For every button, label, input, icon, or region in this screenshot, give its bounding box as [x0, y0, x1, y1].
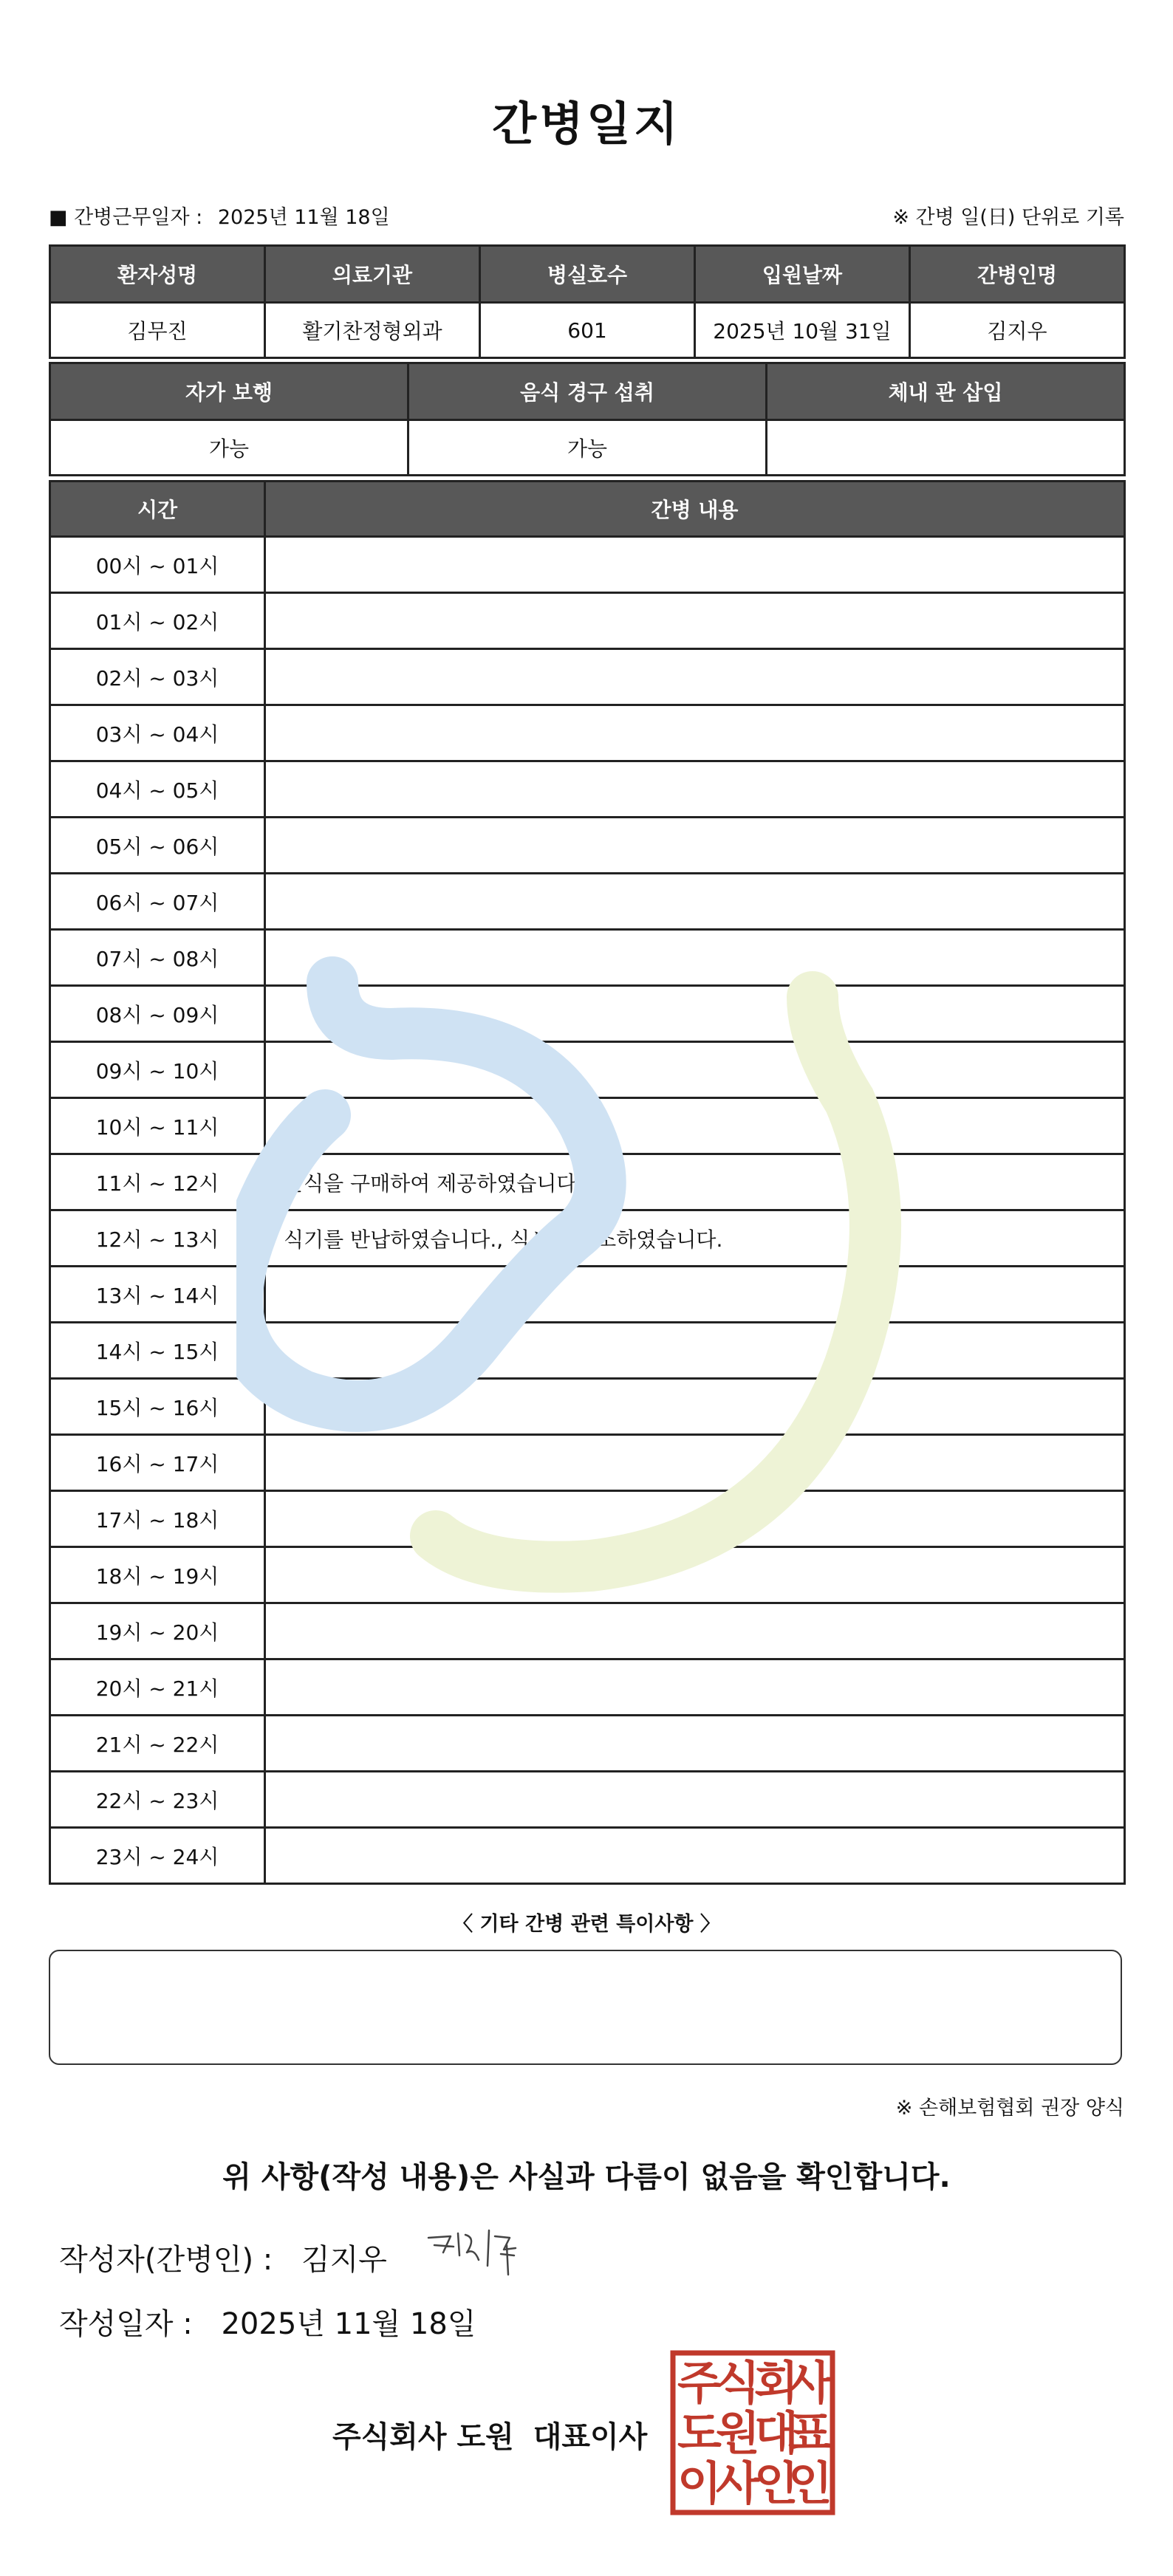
admission-date: 2025년 10월 31일 [695, 303, 910, 358]
care-note [265, 1098, 1125, 1154]
care-note [265, 1772, 1125, 1828]
time-slot: 04시 ~ 05시 [50, 761, 265, 818]
time-slot: 09시 ~ 10시 [50, 1042, 265, 1098]
header-hospital: 의료기관 [265, 246, 480, 303]
time-slot: 03시 ~ 04시 [50, 705, 265, 761]
time-slot: 16시 ~ 17시 [50, 1435, 265, 1491]
table-row [50, 986, 1125, 1042]
table-row [50, 1828, 1125, 1884]
table-row [50, 1547, 1125, 1603]
table-row [50, 1603, 1125, 1659]
remarks-text [50, 1951, 1121, 1981]
hospital-name: 활기찬정형외과 [265, 303, 480, 358]
time-slot: 18시 ~ 19시 [50, 1547, 265, 1603]
written-date-row [59, 2301, 476, 2343]
table-row [50, 1098, 1125, 1154]
table-row [50, 1716, 1125, 1772]
time-slot: 08시 ~ 09시 [50, 986, 265, 1042]
table-row [50, 874, 1125, 930]
svg-text:회: 회 [754, 2356, 798, 2410]
time-slot: 17시 ~ 18시 [50, 1491, 265, 1547]
confirmation-statement: 위 사항(작성 내용)은 사실과 다름이 없음을 확인합니다. [222, 2160, 951, 2194]
svg-text:인: 인 [788, 2456, 832, 2510]
company-name: 주식회사 도원 [332, 2420, 514, 2454]
time-slot: 01시 ~ 02시 [50, 593, 265, 649]
company-seal-stamp [668, 2349, 837, 2517]
document-title: 간병일지 [492, 97, 681, 151]
header-patient-name: 환자성명 [50, 246, 265, 303]
writer-row [59, 2236, 387, 2278]
unit-note: ※ 간병 일(日) 단위로 기록 [892, 206, 1124, 229]
care-note [265, 1828, 1125, 1884]
care-note: 식기를 반납하였습니다., 식사를 보조하였습니다. [265, 1210, 1125, 1267]
time-slot: 14시 ~ 15시 [50, 1323, 265, 1379]
time-slot: 20시 ~ 21시 [50, 1659, 265, 1716]
header-admission-date: 입원날짜 [695, 246, 910, 303]
header-tube: 체내 관 삽입 [767, 363, 1125, 420]
svg-text:주: 주 [677, 2356, 722, 2410]
time-slot: 12시 ~ 13시 [50, 1210, 265, 1267]
svg-text:인: 인 [754, 2456, 798, 2510]
care-note [265, 761, 1125, 818]
oral-intake-status: 가능 [408, 420, 767, 476]
tube-status [767, 420, 1125, 476]
company-signoff [332, 2414, 647, 2456]
header-care-content: 간병 내용 [265, 482, 1125, 537]
table-row [50, 1379, 1125, 1435]
time-slot: 11시 ~ 12시 [50, 1154, 265, 1210]
table-row [50, 1042, 1125, 1098]
work-date-value: 2025년 11월 18일 [217, 206, 390, 229]
table-row [50, 1491, 1125, 1547]
svg-text:도: 도 [677, 2406, 722, 2460]
handwritten-signature [421, 2223, 524, 2282]
care-note [265, 537, 1125, 593]
written-date-label: 작성일자 : [59, 2307, 193, 2341]
patient-info-table [49, 244, 1126, 359]
svg-text:사: 사 [788, 2356, 832, 2410]
table-row [50, 1659, 1125, 1716]
time-slot: 21시 ~ 22시 [50, 1716, 265, 1772]
care-note [265, 1603, 1125, 1659]
writer-label: 작성자(간병인) : [59, 2243, 273, 2277]
table-row [50, 1772, 1125, 1828]
svg-text:표: 표 [788, 2406, 832, 2460]
time-slot: 19시 ~ 20시 [50, 1603, 265, 1659]
care-note [265, 1547, 1125, 1603]
room-number: 601 [480, 303, 695, 358]
writer-name: 김지우 [301, 2243, 387, 2277]
patient-name: 김무진 [50, 303, 265, 358]
representative-title: 대표이사 [533, 2420, 648, 2454]
work-date [49, 201, 390, 230]
header-walking: 자가 보행 [50, 363, 408, 420]
care-note [265, 1042, 1125, 1098]
svg-text:이: 이 [677, 2456, 722, 2510]
time-slot: 07시 ~ 08시 [50, 930, 265, 986]
walking-status: 가능 [50, 420, 408, 476]
svg-text:사: 사 [716, 2456, 760, 2510]
header-room: 병실호수 [480, 246, 695, 303]
time-slot: 05시 ~ 06시 [50, 818, 265, 874]
table-row [50, 537, 1125, 593]
table-row [50, 705, 1125, 761]
care-note [265, 930, 1125, 986]
work-date-label: ■ 간병근무일자 : [49, 206, 203, 229]
care-note [265, 1491, 1125, 1547]
time-slot: 02시 ~ 03시 [50, 649, 265, 705]
table-row [50, 1435, 1125, 1491]
care-note [265, 1379, 1125, 1435]
table-row [50, 1267, 1125, 1323]
table-row [50, 930, 1125, 986]
care-note [265, 649, 1125, 705]
header-oral-intake: 음식 경구 섭취 [408, 363, 767, 420]
table-row [50, 593, 1125, 649]
care-note [265, 874, 1125, 930]
care-note [265, 705, 1125, 761]
time-slot: 15시 ~ 16시 [50, 1379, 265, 1435]
care-note [265, 986, 1125, 1042]
table-row [50, 1154, 1125, 1210]
svg-text:원: 원 [716, 2406, 760, 2460]
care-note [265, 1435, 1125, 1491]
table-row [50, 761, 1125, 818]
time-slot: 22시 ~ 23시 [50, 1772, 265, 1828]
care-note [265, 818, 1125, 874]
table-row [50, 649, 1125, 705]
care-note [265, 1323, 1125, 1379]
remarks-box [49, 1950, 1122, 2065]
patient-status-table [49, 362, 1126, 476]
time-slot: 00시 ~ 01시 [50, 537, 265, 593]
table-row [50, 818, 1125, 874]
care-note: 간식을 구매하여 제공하였습니다. [265, 1154, 1125, 1210]
header-time: 시간 [50, 482, 265, 537]
svg-text:식: 식 [716, 2356, 760, 2410]
care-note [265, 1267, 1125, 1323]
caregiver-name: 김지우 [910, 303, 1125, 358]
svg-text:대: 대 [754, 2406, 798, 2460]
remarks-title: 〈 기타 간병 관련 특이사항 〉 [453, 1913, 720, 1936]
recommend-note: ※ 손해보험협회 권장 양식 [895, 2097, 1124, 2120]
care-note [265, 1659, 1125, 1716]
time-slot: 23시 ~ 24시 [50, 1828, 265, 1884]
care-log-table [49, 480, 1126, 1885]
time-slot: 06시 ~ 07시 [50, 874, 265, 930]
table-row [50, 1210, 1125, 1267]
care-note [265, 1716, 1125, 1772]
time-slot: 10시 ~ 11시 [50, 1098, 265, 1154]
header-caregiver: 간병인명 [910, 246, 1125, 303]
care-note [265, 593, 1125, 649]
table-row [50, 1323, 1125, 1379]
written-date-value: 2025년 11월 18일 [221, 2307, 476, 2341]
time-slot: 13시 ~ 14시 [50, 1267, 265, 1323]
